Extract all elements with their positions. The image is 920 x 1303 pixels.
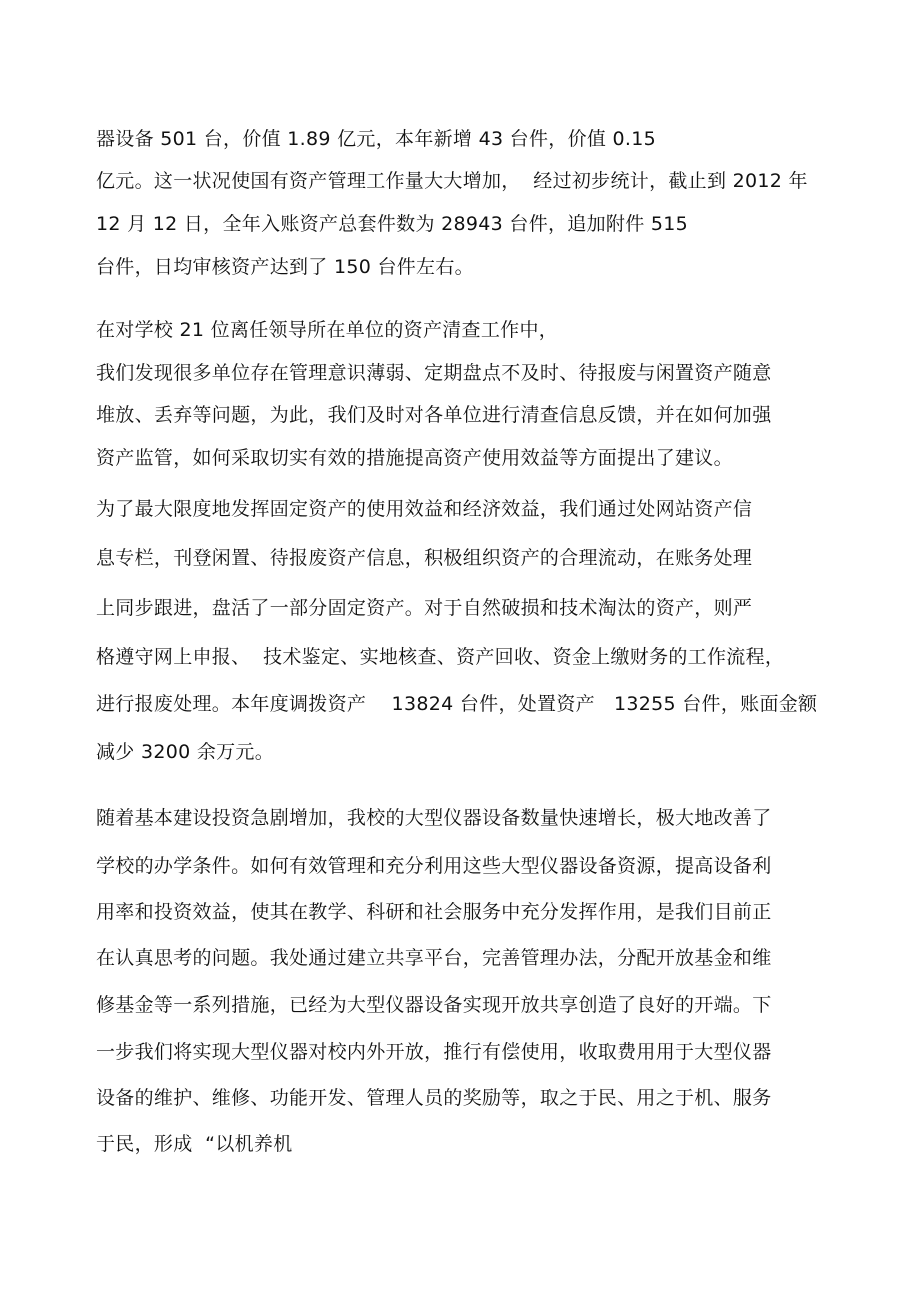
paragraph-2-line-4: 资产监管，如何采取切实有效的措施提高资产使用效益等方面提出了建议。 xyxy=(96,447,733,469)
paragraph-4-line-4: 在认真思考的问题。我处通过建立共享平台，完善管理办法，分配开放基金和维 xyxy=(96,947,772,969)
paragraph-3-line-2: 息专栏，刊登闲置、待报废资产信息，积极组织资产的合理流动，在账务处理 xyxy=(96,547,753,569)
paragraph-2-line-3: 堆放、丢弃等问题，为此，我们及时对各单位进行清查信息反馈，并在如何加强 xyxy=(96,404,772,426)
paragraph-1-line-3: 12 月 12 日，全年入账资产总套件数为 28943 台件，追加附件 515 xyxy=(96,213,688,235)
paragraph-2-line-2: 我们发现很多单位存在管理意识薄弱、定期盘点不及时、待报废与闲置资产随意 xyxy=(96,362,772,384)
paragraph-4-line-8: 于民，形成 “以机养机 xyxy=(96,1133,293,1155)
paragraph-4-line-3: 用率和投资效益，使其在教学、科研和社会服务中充分发挥作用，是我们目前正 xyxy=(96,901,772,923)
paragraph-4-line-2: 学校的办学条件。如何有效管理和充分利用这些大型仪器设备资源，提高设备利 xyxy=(96,855,772,877)
paragraph-4-line-5: 修基金等一系列措施，已经为大型仪器设备实现开放共享创造了良好的开端。下 xyxy=(96,994,772,1016)
paragraph-3-line-5: 进行报废处理。本年度调拨资产 13824 台件，处置资产 13255 台件，账面金额 xyxy=(96,693,818,715)
paragraph-3-line-1: 为了最大限度地发挥固定资产的使用效益和经济效益，我们通过处网站资产信 xyxy=(96,498,753,520)
paragraph-4-line-7: 设备的维护、维修、功能开发、管理人员的奖励等，取之于民、用之于机、服务 xyxy=(96,1087,772,1109)
paragraph-1-line-4: 台件，日均审核资产达到了 150 台件左右。 xyxy=(96,256,474,278)
paragraph-1-line-2: 亿元。这一状况使国有资产管理工作量大大增加， 经过初步统计，截止到 2012 年 xyxy=(96,170,808,192)
paragraph-1-line-1: 器设备 501 台，价值 1.89 亿元，本年新增 43 台件，价值 0.15 xyxy=(96,128,657,150)
paragraph-2-line-1: 在对学校 21 位离任领导所在单位的资产清查工作中， xyxy=(96,319,559,341)
paragraph-3-line-6: 减少 3200 余万元。 xyxy=(96,741,275,763)
paragraph-3-line-4: 格遵守网上申报、 技术鉴定、实地核查、资产回收、资金上缴财务的工作流程， xyxy=(96,646,785,668)
paragraph-4-line-6: 一步我们将实现大型仪器对校内外开放，推行有偿使用，收取费用用于大型仪器 xyxy=(96,1041,772,1063)
paragraph-4-line-1: 随着基本建设投资急剧增加，我校的大型仪器设备数量快速增长，极大地改善了 xyxy=(96,807,772,829)
paragraph-3-line-3: 上同步跟进，盘活了一部分固定资产。对于自然破损和技术淘汰的资产，则严 xyxy=(96,597,753,619)
